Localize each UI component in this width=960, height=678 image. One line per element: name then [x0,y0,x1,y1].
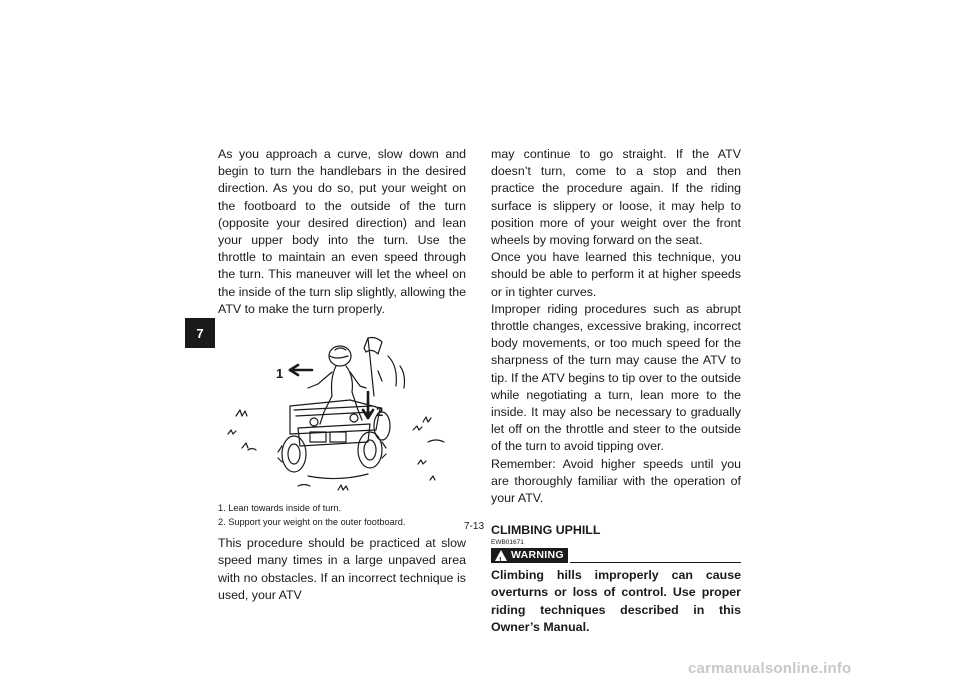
atv-turn-illustration [218,326,466,496]
callout-1: 1 [276,366,284,382]
right-column [491,146,741,636]
warning-text: Climbing hills improperly can cause overturns or loss of control. Use proper riding techniques described in this Owner’s Manual. [491,568,741,634]
warning-rule [570,548,741,563]
continue-paragraph: may continue to go straight. If the ATV doesn’t turn, come to a stop and then practice the procedure again. If the riding surface is slippery or loose, it may help to position more of your weight over the front wheels by moving forward on the seat. [491,147,741,248]
section-heading: CLIMBING UPHILL [491,523,601,538]
atv-rider-drawing [218,326,466,496]
caption-2: 2. Support your weight on the outer footboard. [218,516,406,527]
technique-paragraph: Once you have learned this technique, you should be able to perform it at higher speeds or in tighter curves. [491,250,741,299]
left-column [218,146,466,604]
practice-paragraph: This procedure should be practiced at slow speed many times in a large unpaved area with no obstacles. If an incorrect technique is used, your ATV [218,536,466,602]
figure-captions [218,502,466,529]
watermark: carmanualsonline.info [688,660,852,677]
warning-badge [491,548,568,566]
improper-riding-paragraph: Improper riding procedures such as abrupt throttle changes, excessive braking, incorrect body movements, or too much speed for the sharpness of the turn may cause the ATV to tip. If the ATV begins to tip over to the outside while negotiating a turn, lean more to the inside. It may also be necessary to gradually let off on the throttle and steer to the outside of the turn to avoid tipping over. [491,301,741,454]
intro-paragraph: As you approach a curve, slow down and begin to turn the handlebars in the desired direction. As you do so, put your weight on the footboard to the outside of the turn (opposite your desired direction) and lean your upper body into the turn. Use the throttle to maintain an even speed through the turn. This maneuver will let the wheel on the inside of the turn slip slightly, allowing the ATV to make the turn properly. [218,147,466,316]
callout-2: 2 [376,404,384,420]
warning-triangle-icon: ! [495,550,507,561]
warning-label: WARNING [511,549,564,562]
remember-paragraph: Remember: Avoid higher speeds until you are thoroughly familiar with the operation of your ATV. [491,456,741,506]
warning-banner [491,548,741,566]
caption-1: 1. Lean towards inside of turn. [218,503,342,514]
chapter-tab: 7 [185,318,215,348]
page-number: 7-13 [464,521,485,532]
warning-code: EWB01671 [491,539,524,547]
